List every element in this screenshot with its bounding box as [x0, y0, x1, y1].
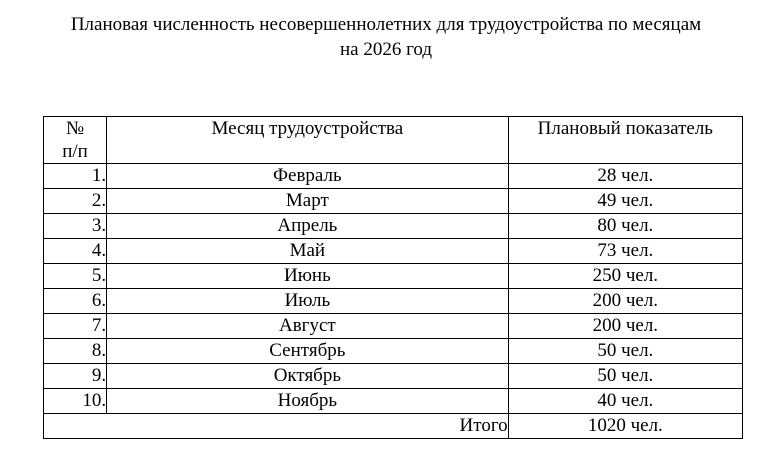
row-number: 9.: [44, 364, 107, 389]
row-value: 80 чел.: [508, 214, 742, 239]
total-value: 1020 чел.: [508, 414, 742, 439]
row-value: 250 чел.: [508, 264, 742, 289]
row-value: 200 чел.: [508, 314, 742, 339]
row-month: Март: [107, 189, 509, 214]
row-month: Сентябрь: [107, 339, 509, 364]
table-row: [44, 164, 743, 189]
table-row: [44, 389, 743, 414]
header-month: Месяц трудоустройства: [107, 117, 509, 164]
header-number: [44, 117, 107, 164]
row-value: 73 чел.: [508, 239, 742, 264]
row-value: 28 чел.: [508, 164, 742, 189]
title-line-1: Плановая численность несовершеннолетних для трудоустройства по месяцам: [70, 14, 702, 35]
row-month: Октябрь: [107, 364, 509, 389]
row-month: Ноябрь: [107, 389, 509, 414]
row-number: 4.: [44, 239, 107, 264]
row-number: 7.: [44, 314, 107, 339]
row-number: 1.: [44, 164, 107, 189]
row-month: Февраль: [107, 164, 509, 189]
row-month: Апрель: [107, 214, 509, 239]
row-value: 50 чел.: [508, 339, 742, 364]
table-header-row: [44, 117, 743, 164]
table-row: [44, 314, 743, 339]
row-number: 10.: [44, 389, 107, 414]
row-value: 49 чел.: [508, 189, 742, 214]
row-number: 5.: [44, 264, 107, 289]
row-number: 3.: [44, 214, 107, 239]
row-month: Июнь: [107, 264, 509, 289]
table-row: [44, 289, 743, 314]
document-title: [0, 12, 772, 62]
row-month: Август: [107, 314, 509, 339]
row-number: 8.: [44, 339, 107, 364]
row-month: Июль: [107, 289, 509, 314]
header-number-line-1: №: [65, 118, 85, 139]
header-value: Плановый показатель: [508, 117, 742, 164]
header-number-line-2: п/п: [62, 141, 88, 162]
table-row: [44, 364, 743, 389]
title-line-2: на 2026 год: [339, 39, 433, 60]
table-row: [44, 264, 743, 289]
total-row: [44, 414, 743, 439]
table-row: [44, 189, 743, 214]
table-row: [44, 214, 743, 239]
table-row: [44, 339, 743, 364]
row-value: 40 чел.: [508, 389, 742, 414]
row-number: 2.: [44, 189, 107, 214]
row-value: 200 чел.: [508, 289, 742, 314]
row-month: Май: [107, 239, 509, 264]
total-label: Итого: [44, 414, 509, 439]
plan-table: [43, 116, 743, 439]
row-number: 6.: [44, 289, 107, 314]
row-value: 50 чел.: [508, 364, 742, 389]
table-row: [44, 239, 743, 264]
